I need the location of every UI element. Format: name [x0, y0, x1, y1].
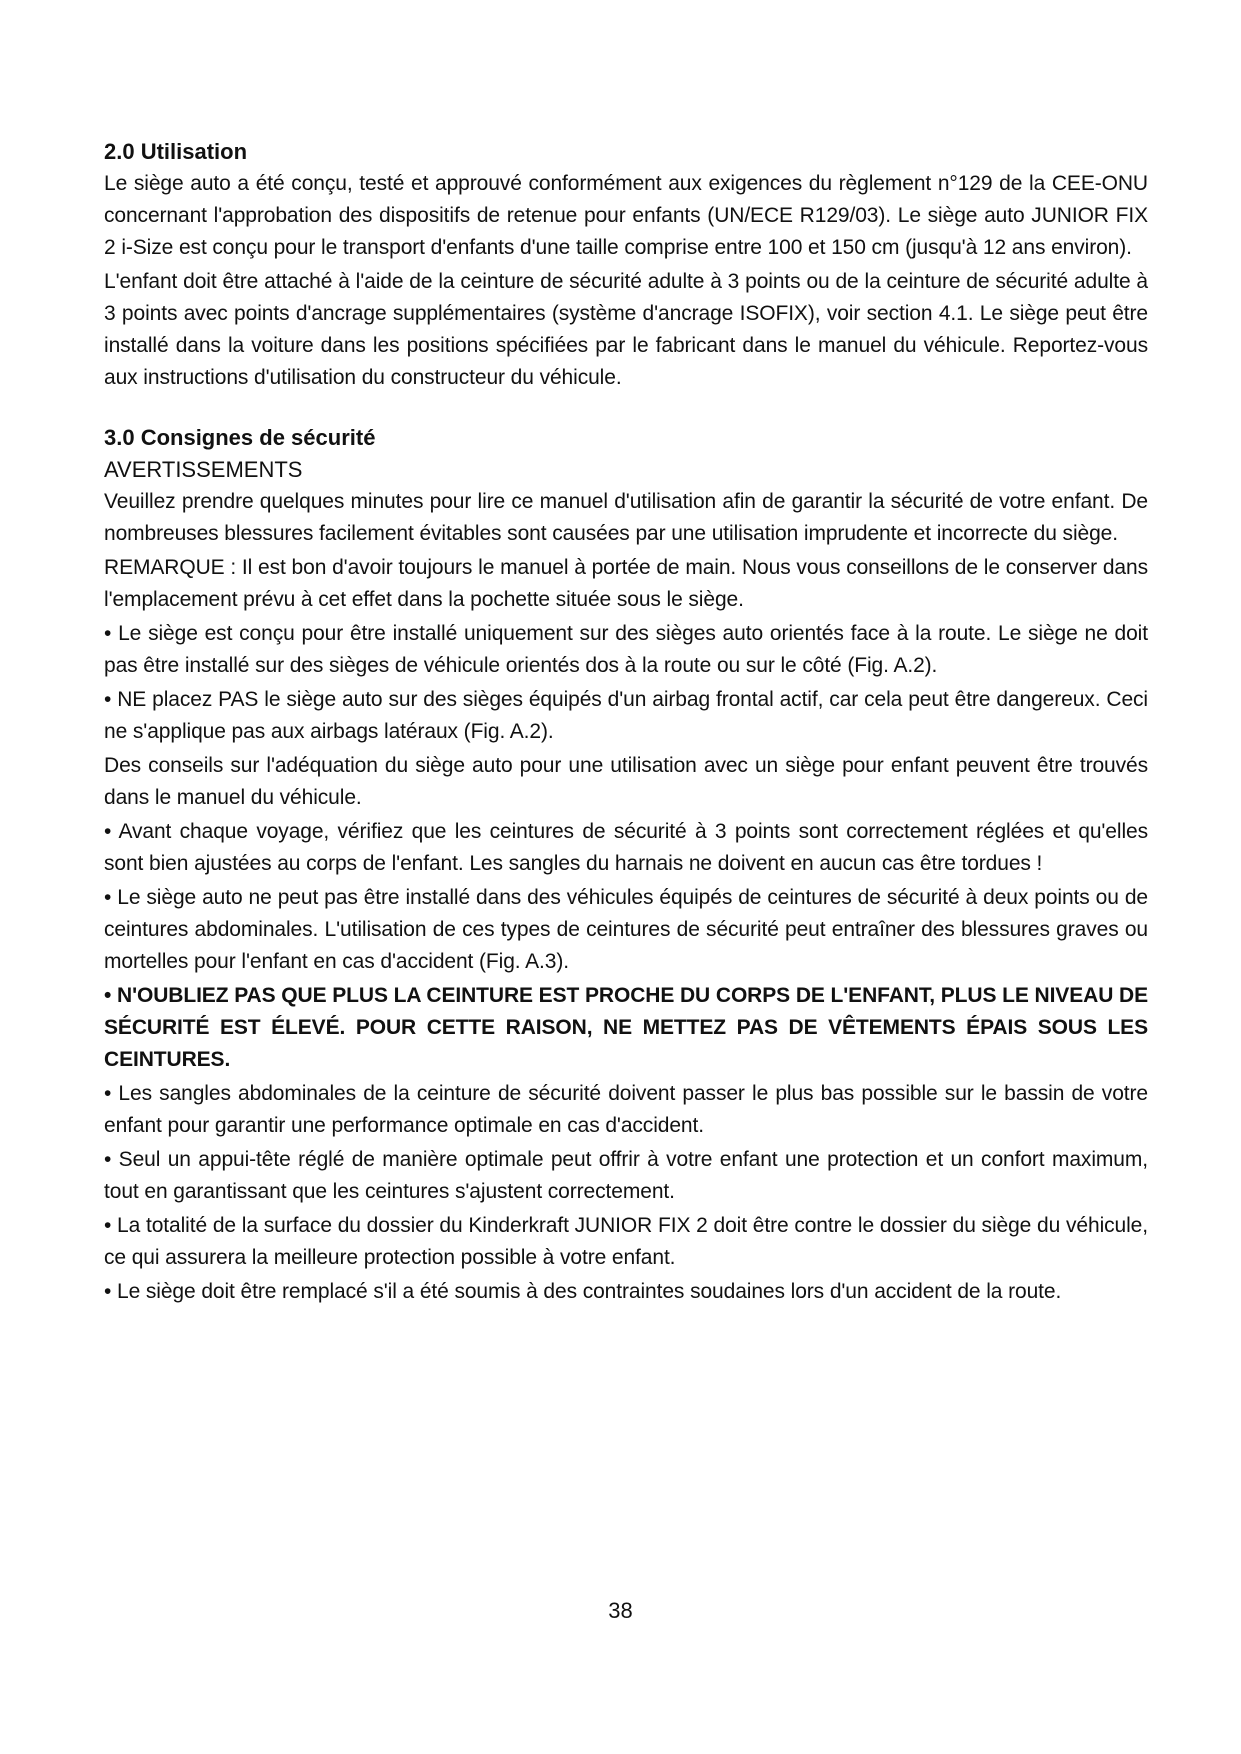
- section-2-paragraph-2: L'enfant doit être attaché à l'aide de la ceinture de sécurité adulte à 3 points ou de la ceinture de sécurité adulte à 3 points avec points d'ancrage supplémentaires (système d'ancrage ISOFIX), voir section 4.1. Le siège peut être installé dans la voiture dans les positions spécifiées par le fabricant dans le manuel du véhicule. Reportez-vous aux instructions d'utilisation du constructeur du véhicule.: [104, 270, 1148, 389]
- section-2-paragraph-1: Le siège auto a été conçu, testé et approuvé conformément aux exigences du règlement n°129 de la CEE-ONU concernant l'approbation des dispositifs de retenue pour enfants (UN/ECE R129/03). Le siège auto JUNIOR FIX 2 i-Size est conçu pour le transport d'enfants d'une taille comprise entre 100 et 150 cm (jusqu'à 12 ans environ).: [104, 172, 1148, 259]
- page-number: 38: [608, 1598, 633, 1623]
- section-3-paragraph-12: • Le siège doit être remplacé s'il a été soumis à des contraintes soudaines lors d'un accident de la route.: [104, 1280, 1062, 1303]
- section-3-paragraph-5: Des conseils sur l'adéquation du siège auto pour une utilisation avec un siège pour enfant peuvent être trouvés dans le manuel du véhicule.: [104, 754, 1148, 809]
- section-3-paragraph-11: • La totalité de la surface du dossier du Kinderkraft JUNIOR FIX 2 doit être contre le dossier du siège du véhicule, ce qui assurera la meilleure protection possible à votre enfant.: [104, 1214, 1148, 1269]
- section-3-paragraph-3: • Le siège est conçu pour être installé uniquement sur des sièges auto orientés face à la route. Le siège ne doit pas être installé sur des sièges de véhicule orientés dos à la route ou sur le côté (Fig. A.2).: [104, 622, 1148, 677]
- section-2-title: 2.0 Utilisation: [104, 139, 248, 164]
- section-3-paragraph-2: REMARQUE : Il est bon d'avoir toujours le manuel à portée de main. Nous vous conseillons de le conserver dans l'emplacement prévu à cet effet dans la pochette située sous le siège.: [104, 556, 1148, 611]
- section-3-paragraph-6: • Avant chaque voyage, vérifiez que les ceintures de sécurité à 3 points sont correctement réglées et qu'elles sont bien ajustées au corps de l'enfant. Les sangles du harnais ne doivent en aucun cas être tordues !: [104, 820, 1148, 875]
- section-3-paragraph-9: • Les sangles abdominales de la ceinture de sécurité doivent passer le plus bas possible sur le bassin de votre enfant pour garantir une performance optimale en cas d'accident.: [104, 1082, 1148, 1137]
- section-3-title: 3.0 Consignes de sécurité: [104, 425, 376, 450]
- section-3-warning-bold: • N'OUBLIEZ PAS QUE PLUS LA CEINTURE EST PROCHE DU CORPS DE L'ENFANT, PLUS LE NIVEAU DE SÉCURITÉ EST ÉLEVÉ. POUR CETTE RAISON, NE METTEZ PAS DE VÊTEMENTS ÉPAIS SOUS LES CEINTURES.: [104, 984, 1148, 1071]
- section-3-paragraph-10: • Seul un appui-tête réglé de manière optimale peut offrir à votre enfant une protection et un confort maximum, tout en garantissant que les ceintures s'ajustent correctement.: [104, 1148, 1148, 1203]
- section-3-paragraph-1: Veuillez prendre quelques minutes pour lire ce manuel d'utilisation afin de garantir la sécurité de votre enfant. De nombreuses blessures facilement évitables sont causées par une utilisation imprudente et incorrecte du siège.: [104, 490, 1148, 545]
- section-3-paragraph-7: • Le siège auto ne peut pas être installé dans des véhicules équipés de ceintures de sécurité à deux points ou de ceintures abdominales. L'utilisation de ces types de ceintures de sécurité peut entraîner des blessures graves ou mortelles pour l'enfant en cas d'accident (Fig. A.3).: [104, 886, 1148, 973]
- section-3-subtitle: AVERTISSEMENTS: [104, 457, 303, 482]
- document-page: [104, 136, 1148, 1310]
- section-spacer: [104, 396, 1148, 422]
- section-3-paragraph-4: • NE placez PAS le siège auto sur des sièges équipés d'un airbag frontal actif, car cela peut être dangereux. Ceci ne s'applique pas aux airbags latéraux (Fig. A.2).: [104, 688, 1148, 743]
